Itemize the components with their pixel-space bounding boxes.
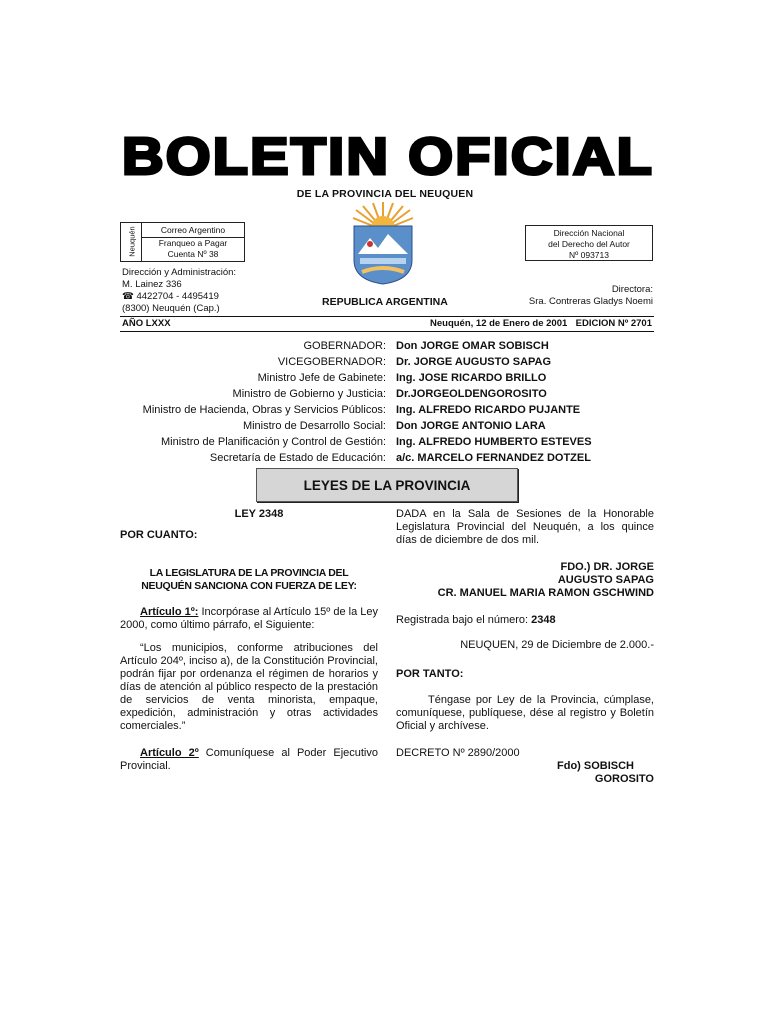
official-row bbox=[120, 418, 654, 434]
official-role: Ministro de Desarrollo Social: bbox=[242, 420, 386, 432]
signer-line3: CR. MANUEL MARIA RAMON GSCHWIND bbox=[437, 587, 654, 599]
official-role: Secretaría de Estado de Educación: bbox=[209, 452, 386, 464]
official-row bbox=[120, 386, 654, 402]
signature-block-legislature bbox=[396, 561, 654, 600]
official-name: Ing. ALFREDO RICARDO PUJANTE bbox=[396, 404, 581, 416]
masthead-title-outline: BOLETIN OFICIAL bbox=[122, 130, 654, 182]
masthead-subtitle: DE LA PROVINCIA DEL NEUQUEN bbox=[296, 188, 474, 200]
copyright-registration-box bbox=[525, 225, 653, 261]
left-column bbox=[120, 508, 378, 773]
phone-icon: ☎ bbox=[122, 291, 134, 302]
right-column bbox=[396, 508, 654, 786]
registration-label: Registrada bajo el número: bbox=[396, 614, 532, 626]
article-1-label: Artículo 1º: bbox=[140, 606, 199, 618]
decree-number: DECRETO Nº 2890/2000 bbox=[396, 747, 520, 759]
director-label: Directora: bbox=[611, 284, 653, 295]
postal-stamp bbox=[120, 222, 245, 262]
admin-line4: (8300) Neuquén (Cap.) bbox=[122, 303, 220, 314]
official-row bbox=[120, 370, 654, 386]
director-info bbox=[480, 284, 653, 308]
official-role: VICEGOBERNADOR: bbox=[277, 356, 386, 368]
official-name: Dr.JORGEOLDENGOROSITO bbox=[396, 388, 547, 400]
official-name: Ing. JOSE RICARDO BRILLO bbox=[396, 372, 547, 384]
law-number: LEY 2348 bbox=[234, 508, 284, 520]
rights-line3: Nº 093713 bbox=[569, 250, 609, 260]
masthead-title bbox=[118, 130, 658, 182]
rights-line2: del Derecho del Autor bbox=[548, 239, 630, 249]
section-title: LEYES DE LA PROVINCIA bbox=[256, 468, 518, 502]
official-name: a/c. MARCELO FERNANDEZ DOTZEL bbox=[396, 452, 591, 464]
admin-phone-row bbox=[122, 291, 236, 303]
shield bbox=[354, 226, 412, 284]
registration bbox=[396, 614, 654, 627]
signer-line1: FDO.) DR. JORGE bbox=[560, 561, 654, 573]
article-1-quote: “Los municipios, conforme atribuciones del Artículo 204º, inciso a), de la Constitución Provincial, podrán fijar por ordenanza el régimen de horarios y días de atención al público respecto de la prestación de servicios de venta minorista, empaque, expedición, administración y otras actividades comerciales.” bbox=[120, 642, 378, 732]
signature-block-executive bbox=[396, 760, 654, 786]
official-row bbox=[120, 402, 654, 418]
por-tanto: POR TANTO: bbox=[396, 668, 464, 680]
stamp-franchise-line1: Franqueo a Pagar bbox=[158, 238, 228, 248]
official-role: Ministro Jefe de Gabinete: bbox=[257, 372, 386, 384]
stamp-carrier: Correo Argentino bbox=[142, 223, 244, 238]
rights-line1: Dirección Nacional bbox=[553, 228, 625, 238]
official-row bbox=[120, 434, 654, 450]
official-role: Ministro de Gobierno y Justicia: bbox=[232, 388, 386, 400]
official-role: GOBERNADOR: bbox=[303, 340, 386, 352]
place-date: NEUQUEN, 29 de Diciembre de 2.000.- bbox=[460, 639, 654, 651]
dada-paragraph: DADA en la Sala de Sesiones de la Honorable Legislatura Provincial del Neuquén, a los quince días de diciembre de dos mil. bbox=[396, 508, 654, 546]
admin-phone: 4422704 - 4495419 bbox=[136, 291, 219, 302]
administration-info bbox=[122, 267, 236, 315]
admin-line2: M. Lainez 336 bbox=[122, 279, 182, 290]
article-2-label: Artículo 2º bbox=[140, 747, 199, 759]
issue-info-bar bbox=[120, 316, 654, 332]
issue-date: Neuquén, 12 de Enero de 2001 bbox=[430, 318, 568, 329]
stamp-side-label: Neuquén bbox=[127, 226, 137, 257]
director-name: Sra. Contreras Gladys Noemi bbox=[528, 296, 653, 307]
official-row bbox=[120, 354, 654, 370]
article-2 bbox=[120, 747, 378, 773]
official-name: Ing. ALFREDO HUMBERTO ESTEVES bbox=[396, 436, 592, 448]
provincial-emblem bbox=[348, 200, 418, 286]
executive-signer2: GOROSITO bbox=[594, 773, 654, 785]
registration-number: 2348 bbox=[531, 614, 556, 626]
promulgation-text: Téngase por Ley de la Provincia, cúmplase, comuníquese, publíquese, dése al registro y Boletín Oficial y archívese. bbox=[396, 694, 654, 732]
por-cuanto: POR CUANTO: bbox=[120, 529, 198, 541]
official-row bbox=[120, 338, 654, 354]
article-2-text: Comuníquese al Poder Ejecutivo Provincial. bbox=[120, 747, 378, 772]
issue-year: AÑO LXXX bbox=[122, 318, 171, 329]
signer-line2: AUGUSTO SAPAG bbox=[557, 574, 654, 586]
official-name: Dr. JORGE AUGUSTO SAPAG bbox=[396, 356, 552, 368]
executive-signer1: Fdo) SOBISCH bbox=[557, 760, 634, 772]
issue-edition: EDICION Nº 2701 bbox=[575, 318, 652, 329]
official-role: Ministro de Hacienda, Obras y Servicios Públicos: bbox=[142, 404, 386, 416]
article-1-text: Incorpórase al Artículo 15º de la Ley 2000, como último párrafo, el Siguiente: bbox=[120, 606, 378, 631]
article-1 bbox=[120, 606, 378, 632]
official-row bbox=[120, 450, 654, 466]
country-label: REPUBLICA ARGENTINA bbox=[322, 296, 448, 308]
officials-list bbox=[120, 338, 654, 466]
official-name: Don JORGE OMAR SOBISCH bbox=[396, 340, 549, 352]
admin-line1: Dirección y Administración: bbox=[122, 267, 237, 278]
official-role: Ministro de Planificación y Control de Gestión: bbox=[161, 436, 386, 448]
official-name: Don JORGE ANTONIO LARA bbox=[396, 420, 546, 432]
stamp-franchise-line2: Cuenta Nº 38 bbox=[167, 249, 219, 259]
legislature-sanction: LA LEGISLATURA DE LA PROVINCIA DEL NEUQUÉN SANCIONA CON FUERZA DE LEY: bbox=[141, 567, 357, 592]
